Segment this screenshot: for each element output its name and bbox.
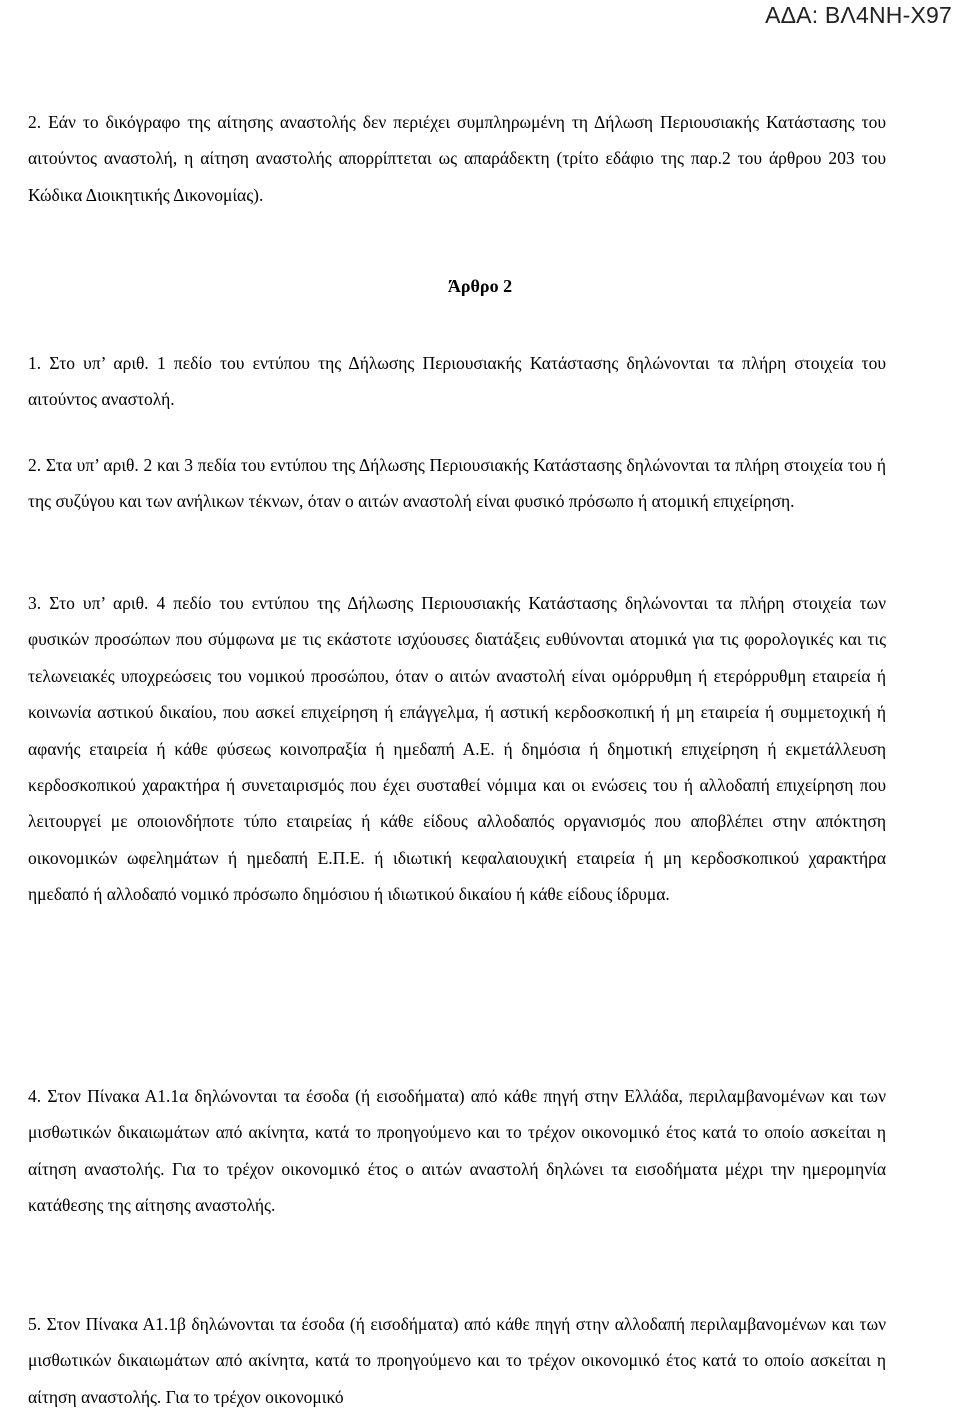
article-item-4: 4. Στον Πίνακα Α1.1α δηλώνονται τα έσοδα (ή εισοδήματα) από κάθε πηγή στην Ελλάδα, περιλαμβανομένων και των μισθωτικών δικαιωμάτων από ακίνητα, κατά το προηγούμενο και το τρέχον οικονομικό έτος κατά το οποίο ασκείται η αίτηση αναστολής. Για το τρέχον οικονομικό έτος ο αιτών αναστολή δηλώνει τα εισοδήματα μέχρι την ημερομηνία κατάθεσης της αίτησης αναστολής. bbox=[28, 1086, 886, 1216]
article-heading: Άρθρο 2 bbox=[447, 276, 513, 296]
article-item-5: 5. Στον Πίνακα Α1.1β δηλώνονται τα έσοδα (ή εισοδήματα) από κάθε πηγή στην αλλοδαπή περιλαμβανομένων και των μισθωτικών δικαιωμάτων από ακίνητα, κατά το προηγούμενο και το τρέχον οικονομικό έτος κατά το οποίο ασκείται η αίτηση αναστολής. Για το τρέχον οικονομικό bbox=[28, 1314, 886, 1407]
article-item-1: 1. Στο υπ’ αριθ. 1 πεδίο του εντύπου της Δήλωσης Περιουσιακής Κατάστασης δηλώνονται τα πλήρη στοιχεία του αιτούντος αναστολή. bbox=[28, 353, 886, 410]
article-item-3: 3. Στο υπ’ αριθ. 4 πεδίο του εντύπου της Δήλωσης Περιουσιακής Κατάστασης δηλώνονται τα πλήρη στοιχεία των φυσικών προσώπων που σύμφωνα με τις εκάστοτε ισχύουσες διατάξεις ευθύνονται ατομικά για τις φορολογικές και τις τελωνειακές υποχρεώσεις του νομικού προσώπου, όταν ο αιτών αναστολή είναι ομόρρυθμη ή ετερόρρυθμη εταιρεία ή κοινωνία αστικού δικαίου, που ασκεί επιχείρηση ή επάγγελμα, ή αστική κερδοσκοπική ή μη εταιρεία ή συμμετοχική ή αφανής εταιρεία ή κάθε φύσεως κοινοπραξία ή ημεδαπή Α.Ε. ή δημόσια ή δημοτική επιχείρηση ή εκμετάλλευση κερδοσκοπικού χαρακτήρα ή συνεταιρισμός που έχει συσταθεί νόμιμα και οι ενώσεις του ή αλλοδαπή επιχείρηση που λειτουργεί με οποιονδήποτε τύπο εταιρείας ή κάθε είδους αλλοδαπός οργανισμός που αποβλέπει στην απόκτηση οικονομικών ωφελημάτων ή ημεδαπή Ε.Π.Ε. ή ιδιωτική κεφαλαιουχική εταιρεία ή μη κερδοσκοπικού χαρακτήρα ημεδαπό ή αλλοδαπό νομικό πρόσωπο δημόσιου ή ιδιωτικού δικαίου ή κάθε είδους ίδρυμα. bbox=[28, 593, 886, 905]
ada-code: ΑΔΑ: ΒΛ4ΝΗ-Χ97 bbox=[765, 2, 952, 28]
article-item-2: 2. Στα υπ’ αριθ. 2 και 3 πεδία του εντύπου της Δήλωσης Περιουσιακής Κατάστασης δηλώνονται τα πλήρη στοιχεία του ή της συζύγου και των ανήλικων τέκνων, όταν ο αιτών αναστολή είναι φυσικό πρόσωπο ή ατομική επιχείρηση. bbox=[28, 455, 886, 512]
paragraph-intro: 2. Εάν το δικόγραφο της αίτησης αναστολής δεν περιέχει συμπληρωμένη τη Δήλωση Περιουσιακής Κατάστασης του αιτούντος αναστολή, η αίτηση αναστολής απορρίπτεται ως απαράδεκτη (τρίτο εδάφιο της παρ.2 του άρθρου 203 του Κώδικα Διοικητικής Δικονομίας). bbox=[28, 112, 886, 205]
